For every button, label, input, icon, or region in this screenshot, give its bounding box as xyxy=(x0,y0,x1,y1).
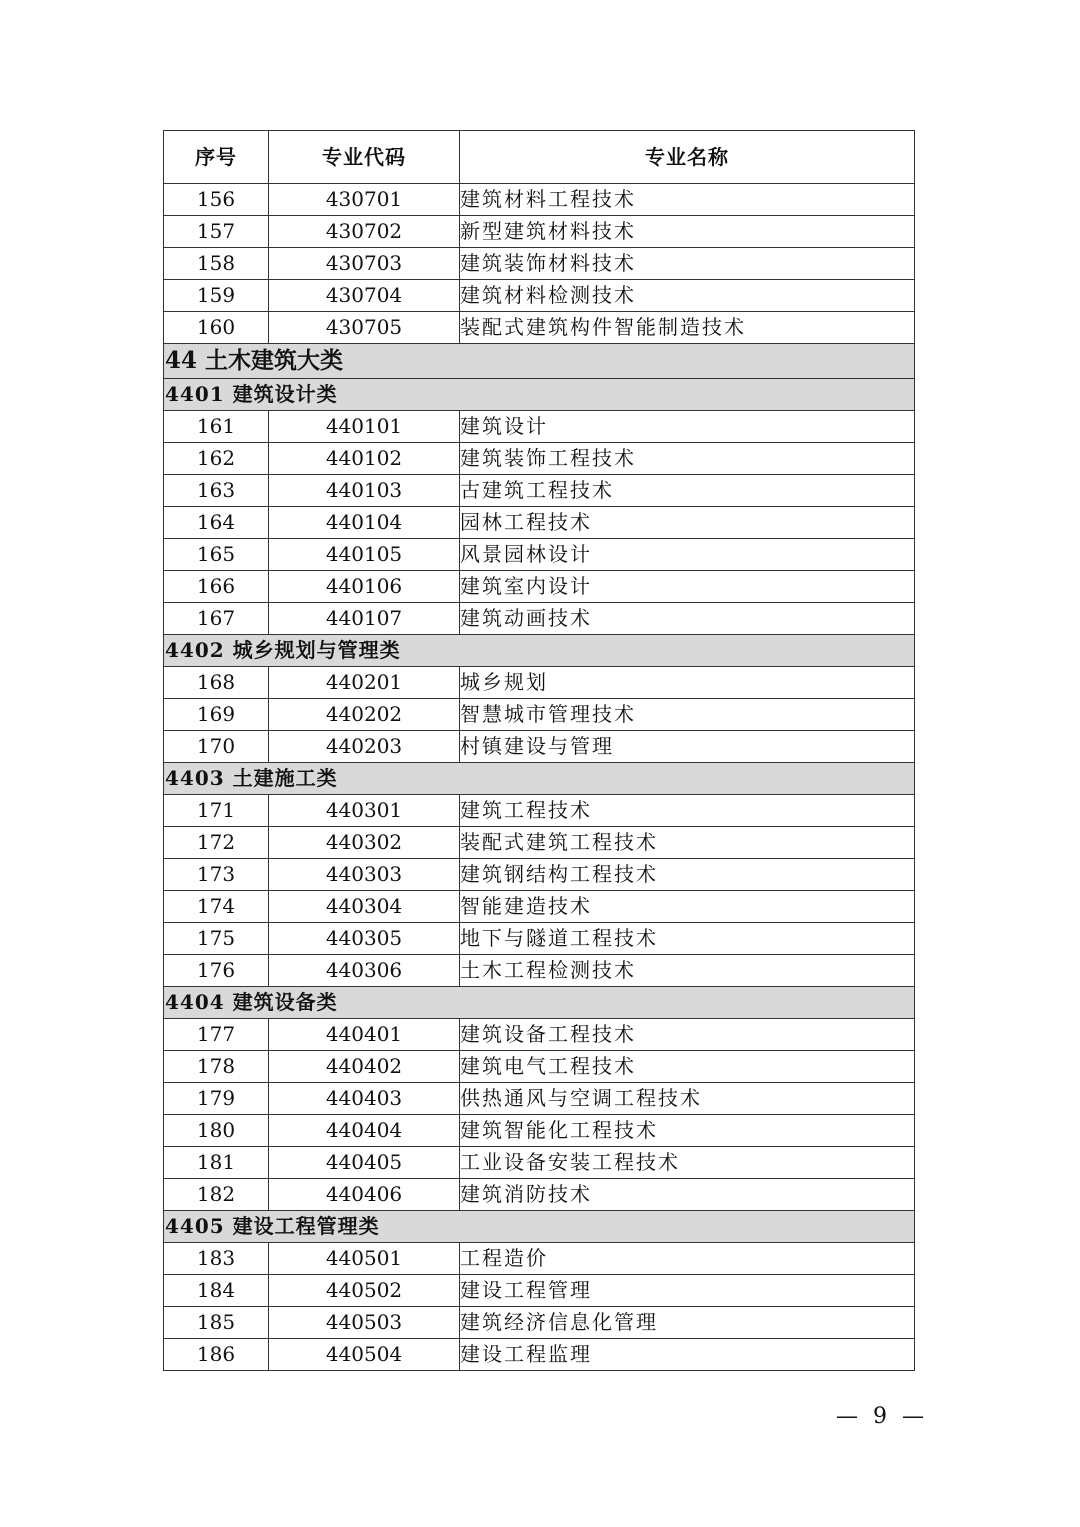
cell-name: 建筑智能化工程技术 xyxy=(460,1115,915,1147)
table-row xyxy=(164,923,915,955)
cell-name: 工业设备安装工程技术 xyxy=(460,1147,915,1179)
cell-code: 440101 xyxy=(269,411,460,443)
cell-code: 430702 xyxy=(269,216,460,248)
cell-code: 440504 xyxy=(269,1339,460,1371)
cell-name: 建筑设计 xyxy=(460,411,915,443)
major-catalog-table xyxy=(163,130,915,1371)
cell-name: 古建筑工程技术 xyxy=(460,475,915,507)
cell-name: 建筑电气工程技术 xyxy=(460,1051,915,1083)
cell-code: 440503 xyxy=(269,1307,460,1339)
cell-code: 440302 xyxy=(269,827,460,859)
table-row xyxy=(164,507,915,539)
cell-name: 城乡规划 xyxy=(460,667,915,699)
cell-name: 建筑设备工程技术 xyxy=(460,1019,915,1051)
cell-code: 440103 xyxy=(269,475,460,507)
cell-seq: 170 xyxy=(164,731,269,763)
cell-name: 建筑经济信息化管理 xyxy=(460,1307,915,1339)
cell-name: 建筑消防技术 xyxy=(460,1179,915,1211)
category-band-minor xyxy=(164,987,915,1019)
cell-seq: 186 xyxy=(164,1339,269,1371)
cell-name: 建筑室内设计 xyxy=(460,571,915,603)
table-row xyxy=(164,1275,915,1307)
cell-name: 新型建筑材料技术 xyxy=(460,216,915,248)
cell-name: 建筑装饰材料技术 xyxy=(460,248,915,280)
cell-seq: 171 xyxy=(164,795,269,827)
cell-code: 440401 xyxy=(269,1019,460,1051)
table-row xyxy=(164,955,915,987)
table-header-row xyxy=(164,131,915,184)
category-band-minor xyxy=(164,635,915,667)
cell-seq: 174 xyxy=(164,891,269,923)
cell-seq: 168 xyxy=(164,667,269,699)
table-row xyxy=(164,1307,915,1339)
category-band-minor xyxy=(164,379,915,411)
cell-seq: 161 xyxy=(164,411,269,443)
cell-name: 供热通风与空调工程技术 xyxy=(460,1083,915,1115)
cell-seq: 163 xyxy=(164,475,269,507)
table-row xyxy=(164,603,915,635)
table-row xyxy=(164,571,915,603)
cell-name: 智能建造技术 xyxy=(460,891,915,923)
subcategory-label: 4404 建筑设备类 xyxy=(164,987,915,1019)
cell-code: 440301 xyxy=(269,795,460,827)
table-body xyxy=(164,184,915,1371)
cell-code: 430701 xyxy=(269,184,460,216)
table-row xyxy=(164,248,915,280)
table-row xyxy=(164,1243,915,1275)
table-row xyxy=(164,1083,915,1115)
cell-seq: 175 xyxy=(164,923,269,955)
table-row xyxy=(164,859,915,891)
table-row xyxy=(164,667,915,699)
cell-seq: 159 xyxy=(164,280,269,312)
cell-name: 地下与隧道工程技术 xyxy=(460,923,915,955)
cell-seq: 180 xyxy=(164,1115,269,1147)
subcategory-label: 4405 建设工程管理类 xyxy=(164,1211,915,1243)
category-band-minor xyxy=(164,763,915,795)
cell-code: 440201 xyxy=(269,667,460,699)
cell-name: 装配式建筑工程技术 xyxy=(460,827,915,859)
table-row xyxy=(164,827,915,859)
cell-seq: 164 xyxy=(164,507,269,539)
cell-seq: 162 xyxy=(164,443,269,475)
cell-name: 建筑材料检测技术 xyxy=(460,280,915,312)
cell-name: 建设工程监理 xyxy=(460,1339,915,1371)
subcategory-label: 4401 建筑设计类 xyxy=(164,379,915,411)
cell-seq: 181 xyxy=(164,1147,269,1179)
table-row xyxy=(164,1019,915,1051)
cell-name: 建筑工程技术 xyxy=(460,795,915,827)
cell-seq: 167 xyxy=(164,603,269,635)
cell-code: 440304 xyxy=(269,891,460,923)
table-row xyxy=(164,1339,915,1371)
cell-seq: 183 xyxy=(164,1243,269,1275)
cell-code: 440202 xyxy=(269,699,460,731)
cell-code: 440404 xyxy=(269,1115,460,1147)
cell-seq: 158 xyxy=(164,248,269,280)
table-row xyxy=(164,216,915,248)
cell-code: 430704 xyxy=(269,280,460,312)
page-number: — 9 — xyxy=(836,1404,928,1429)
cell-name: 建设工程管理 xyxy=(460,1275,915,1307)
cell-seq: 160 xyxy=(164,312,269,344)
cell-code: 440303 xyxy=(269,859,460,891)
cell-seq: 157 xyxy=(164,216,269,248)
table-row xyxy=(164,699,915,731)
cell-seq: 176 xyxy=(164,955,269,987)
cell-code: 440305 xyxy=(269,923,460,955)
table-row xyxy=(164,731,915,763)
table-row xyxy=(164,411,915,443)
table-row xyxy=(164,184,915,216)
cell-name: 村镇建设与管理 xyxy=(460,731,915,763)
major-category-label: 44 土木建筑大类 xyxy=(164,344,915,379)
subcategory-label: 4403 土建施工类 xyxy=(164,763,915,795)
cell-name: 智慧城市管理技术 xyxy=(460,699,915,731)
cell-code: 440502 xyxy=(269,1275,460,1307)
cell-name: 土木工程检测技术 xyxy=(460,955,915,987)
category-band-minor xyxy=(164,1211,915,1243)
cell-seq: 182 xyxy=(164,1179,269,1211)
cell-code: 440306 xyxy=(269,955,460,987)
cell-code: 440102 xyxy=(269,443,460,475)
cell-seq: 156 xyxy=(164,184,269,216)
cell-code: 430705 xyxy=(269,312,460,344)
cell-seq: 178 xyxy=(164,1051,269,1083)
cell-seq: 169 xyxy=(164,699,269,731)
table-row xyxy=(164,475,915,507)
table-row xyxy=(164,1115,915,1147)
cell-seq: 165 xyxy=(164,539,269,571)
cell-name: 建筑材料工程技术 xyxy=(460,184,915,216)
cell-seq: 184 xyxy=(164,1275,269,1307)
cell-seq: 166 xyxy=(164,571,269,603)
cell-name: 建筑钢结构工程技术 xyxy=(460,859,915,891)
header-name: 专业名称 xyxy=(460,131,915,184)
category-band-major xyxy=(164,344,915,379)
cell-seq: 179 xyxy=(164,1083,269,1115)
subcategory-label: 4402 城乡规划与管理类 xyxy=(164,635,915,667)
cell-name: 园林工程技术 xyxy=(460,507,915,539)
header-seq: 序号 xyxy=(164,131,269,184)
table-row xyxy=(164,539,915,571)
table-row xyxy=(164,312,915,344)
cell-code: 440104 xyxy=(269,507,460,539)
cell-code: 430703 xyxy=(269,248,460,280)
table-row xyxy=(164,891,915,923)
cell-code: 440403 xyxy=(269,1083,460,1115)
cell-code: 440105 xyxy=(269,539,460,571)
cell-name: 工程造价 xyxy=(460,1243,915,1275)
cell-seq: 177 xyxy=(164,1019,269,1051)
cell-code: 440406 xyxy=(269,1179,460,1211)
cell-seq: 173 xyxy=(164,859,269,891)
table-row xyxy=(164,1147,915,1179)
cell-name: 建筑装饰工程技术 xyxy=(460,443,915,475)
cell-code: 440501 xyxy=(269,1243,460,1275)
cell-name: 风景园林设计 xyxy=(460,539,915,571)
cell-code: 440402 xyxy=(269,1051,460,1083)
cell-seq: 185 xyxy=(164,1307,269,1339)
table-row xyxy=(164,280,915,312)
table-row xyxy=(164,1051,915,1083)
cell-name: 建筑动画技术 xyxy=(460,603,915,635)
cell-name: 装配式建筑构件智能制造技术 xyxy=(460,312,915,344)
cell-seq: 172 xyxy=(164,827,269,859)
cell-code: 440107 xyxy=(269,603,460,635)
table-row xyxy=(164,1179,915,1211)
cell-code: 440405 xyxy=(269,1147,460,1179)
header-code: 专业代码 xyxy=(269,131,460,184)
table-row xyxy=(164,795,915,827)
table-row xyxy=(164,443,915,475)
cell-code: 440203 xyxy=(269,731,460,763)
cell-code: 440106 xyxy=(269,571,460,603)
